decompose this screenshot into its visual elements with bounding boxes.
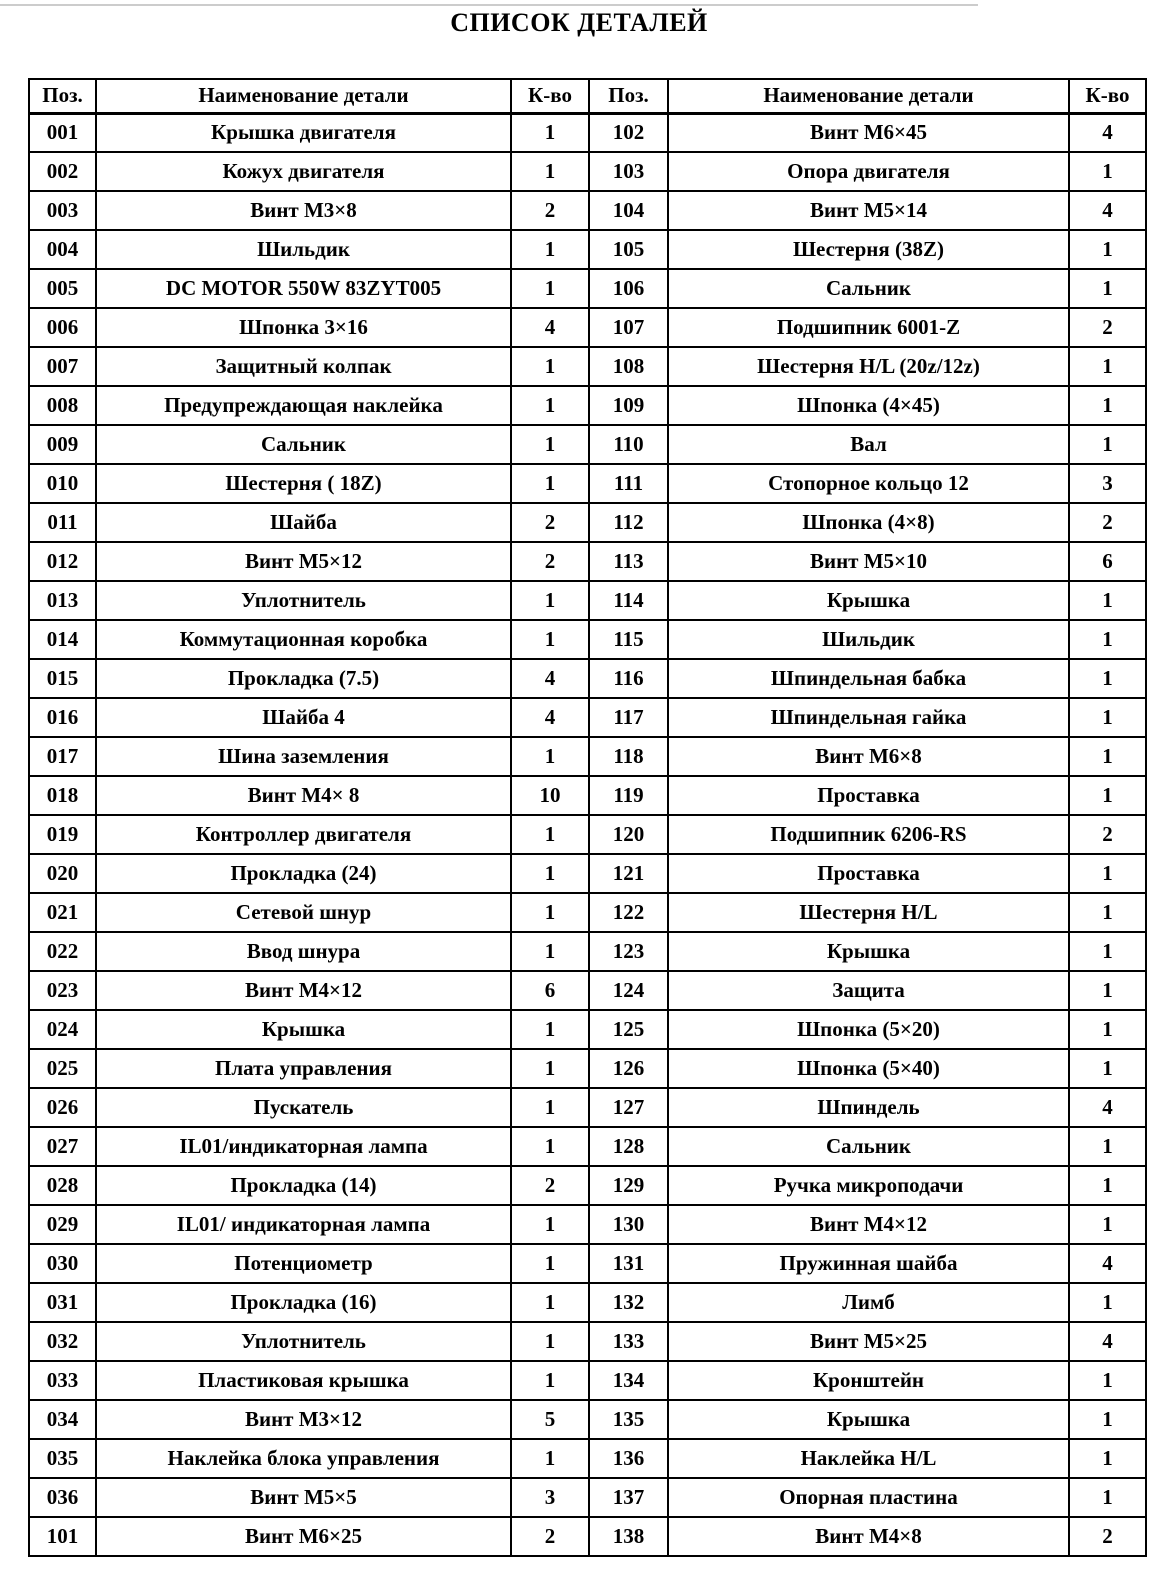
qty-cell-right: 2	[1069, 503, 1146, 542]
name-cell-left: IL01/ индикаторная лампа	[96, 1205, 511, 1244]
pos-cell-left: 030	[29, 1244, 96, 1283]
qty-cell-left: 1	[511, 1244, 589, 1283]
qty-cell-left: 1	[511, 347, 589, 386]
pos-cell-left: 028	[29, 1166, 96, 1205]
qty-cell-left: 2	[511, 1517, 589, 1556]
name-cell-right: Крышка	[668, 581, 1069, 620]
pos-cell-right: 127	[589, 1088, 668, 1127]
table-row	[29, 191, 1146, 230]
name-cell-left: Ввод шнура	[96, 932, 511, 971]
name-cell-right: Вал	[668, 425, 1069, 464]
pos-cell-left: 031	[29, 1283, 96, 1322]
pos-cell-right: 106	[589, 269, 668, 308]
pos-cell-left: 025	[29, 1049, 96, 1088]
qty-cell-left: 2	[511, 191, 589, 230]
name-cell-left: Уплотнитель	[96, 1322, 511, 1361]
pos-cell-right: 105	[589, 230, 668, 269]
name-cell-left: DC MOTOR 550W 83ZYT005	[96, 269, 511, 308]
name-cell-right: Винт М5×14	[668, 191, 1069, 230]
pos-cell-right: 114	[589, 581, 668, 620]
qty-cell-left: 4	[511, 308, 589, 347]
name-cell-right: Шестерня H/L	[668, 893, 1069, 932]
name-cell-right: Кронштейн	[668, 1361, 1069, 1400]
pos-cell-right: 108	[589, 347, 668, 386]
qty-cell-left: 1	[511, 1127, 589, 1166]
scan-edge-line	[0, 4, 978, 6]
name-cell-left: Крышка	[96, 1010, 511, 1049]
pos-cell-left: 001	[29, 113, 96, 152]
qty-cell-left: 4	[511, 659, 589, 698]
qty-cell-right: 1	[1069, 854, 1146, 893]
qty-cell-left: 1	[511, 230, 589, 269]
name-cell-right: Шпиндель	[668, 1088, 1069, 1127]
table-row	[29, 503, 1146, 542]
pos-cell-left: 018	[29, 776, 96, 815]
page-title: СПИСОК ДЕТАЛЕЙ	[450, 8, 708, 37]
table-row	[29, 1361, 1146, 1400]
table-row	[29, 776, 1146, 815]
pos-cell-right: 125	[589, 1010, 668, 1049]
table-row	[29, 1244, 1146, 1283]
qty-cell-left: 1	[511, 1088, 589, 1127]
qty-cell-right: 4	[1069, 1322, 1146, 1361]
pos-cell-right: 109	[589, 386, 668, 425]
qty-cell-left: 1	[511, 815, 589, 854]
qty-cell-right: 1	[1069, 1400, 1146, 1439]
name-cell-left: Прокладка (7.5)	[96, 659, 511, 698]
qty-cell-left: 1	[511, 464, 589, 503]
qty-cell-right: 3	[1069, 464, 1146, 503]
pos-cell-right: 104	[589, 191, 668, 230]
pos-cell-left: 009	[29, 425, 96, 464]
qty-cell-right: 4	[1069, 1244, 1146, 1283]
header-name-left: Наименование детали	[96, 79, 511, 113]
qty-cell-right: 1	[1069, 1127, 1146, 1166]
pos-cell-right: 129	[589, 1166, 668, 1205]
pos-cell-right: 112	[589, 503, 668, 542]
name-cell-left: Крышка двигателя	[96, 113, 511, 152]
pos-cell-right: 137	[589, 1478, 668, 1517]
name-cell-left: Шильдик	[96, 230, 511, 269]
qty-cell-right: 4	[1069, 191, 1146, 230]
pos-cell-left: 020	[29, 854, 96, 893]
name-cell-left: Плата управления	[96, 1049, 511, 1088]
pos-cell-left: 015	[29, 659, 96, 698]
pos-cell-left: 029	[29, 1205, 96, 1244]
qty-cell-right: 1	[1069, 698, 1146, 737]
pos-cell-right: 115	[589, 620, 668, 659]
qty-cell-right: 1	[1069, 1010, 1146, 1049]
table-row	[29, 1439, 1146, 1478]
qty-cell-right: 1	[1069, 620, 1146, 659]
pos-cell-left: 007	[29, 347, 96, 386]
pos-cell-left: 008	[29, 386, 96, 425]
qty-cell-right: 1	[1069, 152, 1146, 191]
qty-cell-right: 1	[1069, 737, 1146, 776]
qty-cell-left: 1	[511, 1283, 589, 1322]
name-cell-right: Шпонка (5×40)	[668, 1049, 1069, 1088]
pos-cell-left: 027	[29, 1127, 96, 1166]
name-cell-right: Проставка	[668, 854, 1069, 893]
qty-cell-left: 5	[511, 1400, 589, 1439]
name-cell-left: Винт М5×12	[96, 542, 511, 581]
table-row	[29, 1205, 1146, 1244]
qty-cell-right: 4	[1069, 113, 1146, 152]
qty-cell-right: 1	[1069, 1166, 1146, 1205]
table-row	[29, 932, 1146, 971]
name-cell-right: Защита	[668, 971, 1069, 1010]
qty-cell-right: 1	[1069, 269, 1146, 308]
table-row	[29, 1049, 1146, 1088]
name-cell-left: Уплотнитель	[96, 581, 511, 620]
pos-cell-right: 133	[589, 1322, 668, 1361]
qty-cell-left: 1	[511, 1439, 589, 1478]
qty-cell-right: 1	[1069, 230, 1146, 269]
name-cell-right: Шпонка (5×20)	[668, 1010, 1069, 1049]
name-cell-left: Винт М5×5	[96, 1478, 511, 1517]
pos-cell-right: 121	[589, 854, 668, 893]
qty-cell-right: 1	[1069, 581, 1146, 620]
qty-cell-right: 1	[1069, 1439, 1146, 1478]
name-cell-left: Предупреждающая наклейка	[96, 386, 511, 425]
pos-cell-left: 014	[29, 620, 96, 659]
pos-cell-right: 103	[589, 152, 668, 191]
qty-cell-left: 1	[511, 269, 589, 308]
qty-cell-right: 1	[1069, 425, 1146, 464]
pos-cell-right: 132	[589, 1283, 668, 1322]
name-cell-right: Шпиндельная бабка	[668, 659, 1069, 698]
table-row	[29, 1127, 1146, 1166]
qty-cell-left: 1	[511, 620, 589, 659]
name-cell-left: Сальник	[96, 425, 511, 464]
pos-cell-right: 136	[589, 1439, 668, 1478]
name-cell-left: Кожух двигателя	[96, 152, 511, 191]
pos-cell-left: 003	[29, 191, 96, 230]
name-cell-right: Сальник	[668, 1127, 1069, 1166]
pos-cell-left: 101	[29, 1517, 96, 1556]
pos-cell-right: 118	[589, 737, 668, 776]
qty-cell-right: 2	[1069, 815, 1146, 854]
table-row	[29, 308, 1146, 347]
name-cell-right: Подшипник 6206-RS	[668, 815, 1069, 854]
qty-cell-left: 1	[511, 1322, 589, 1361]
qty-cell-right: 1	[1069, 1361, 1146, 1400]
table-row	[29, 1283, 1146, 1322]
pos-cell-right: 119	[589, 776, 668, 815]
header-pos-left: Поз.	[29, 79, 96, 113]
pos-cell-left: 012	[29, 542, 96, 581]
pos-cell-right: 138	[589, 1517, 668, 1556]
name-cell-left: Шпонка 3×16	[96, 308, 511, 347]
pos-cell-left: 016	[29, 698, 96, 737]
pos-cell-left: 004	[29, 230, 96, 269]
qty-cell-right: 4	[1069, 1088, 1146, 1127]
pos-cell-right: 122	[589, 893, 668, 932]
name-cell-right: Наклейка H/L	[668, 1439, 1069, 1478]
name-cell-right: Винт М6×45	[668, 113, 1069, 152]
name-cell-left: Пускатель	[96, 1088, 511, 1127]
pos-cell-left: 026	[29, 1088, 96, 1127]
table-row	[29, 386, 1146, 425]
table-row	[29, 1322, 1146, 1361]
qty-cell-left: 1	[511, 932, 589, 971]
name-cell-right: Крышка	[668, 1400, 1069, 1439]
pos-cell-right: 134	[589, 1361, 668, 1400]
qty-cell-right: 1	[1069, 347, 1146, 386]
table-row	[29, 815, 1146, 854]
table-row	[29, 230, 1146, 269]
table-row	[29, 113, 1146, 152]
qty-cell-left: 1	[511, 1010, 589, 1049]
table-row	[29, 1088, 1146, 1127]
name-cell-left: Пластиковая крышка	[96, 1361, 511, 1400]
table-row	[29, 152, 1146, 191]
name-cell-left: Прокладка (16)	[96, 1283, 511, 1322]
pos-cell-left: 024	[29, 1010, 96, 1049]
name-cell-left: Коммутационная коробка	[96, 620, 511, 659]
qty-cell-right: 6	[1069, 542, 1146, 581]
qty-cell-left: 1	[511, 425, 589, 464]
name-cell-left: Наклейка блока управления	[96, 1439, 511, 1478]
qty-cell-left: 1	[511, 854, 589, 893]
name-cell-right: Сальник	[668, 269, 1069, 308]
name-cell-left: Винт М3×8	[96, 191, 511, 230]
name-cell-right: Винт М5×25	[668, 1322, 1069, 1361]
pos-cell-right: 120	[589, 815, 668, 854]
pos-cell-right: 110	[589, 425, 668, 464]
header-row	[29, 79, 1146, 113]
pos-cell-left: 010	[29, 464, 96, 503]
name-cell-left: Шайба 4	[96, 698, 511, 737]
table-row	[29, 1166, 1146, 1205]
pos-cell-left: 019	[29, 815, 96, 854]
name-cell-right: Ручка микроподачи	[668, 1166, 1069, 1205]
name-cell-right: Шпонка (4×45)	[668, 386, 1069, 425]
name-cell-right: Винт М4×12	[668, 1205, 1069, 1244]
name-cell-right: Пружинная шайба	[668, 1244, 1069, 1283]
qty-cell-right: 2	[1069, 308, 1146, 347]
pos-cell-left: 023	[29, 971, 96, 1010]
table-row	[29, 971, 1146, 1010]
qty-cell-right: 1	[1069, 1205, 1146, 1244]
qty-cell-left: 10	[511, 776, 589, 815]
table-row	[29, 1478, 1146, 1517]
header-pos-right: Поз.	[589, 79, 668, 113]
pos-cell-right: 135	[589, 1400, 668, 1439]
pos-cell-left: 036	[29, 1478, 96, 1517]
pos-cell-right: 131	[589, 1244, 668, 1283]
name-cell-left: Шина заземления	[96, 737, 511, 776]
name-cell-left: Шестерня ( 18Z)	[96, 464, 511, 503]
name-cell-right: Шпиндельная гайка	[668, 698, 1069, 737]
name-cell-right: Винт М6×8	[668, 737, 1069, 776]
table-row	[29, 542, 1146, 581]
pos-cell-right: 113	[589, 542, 668, 581]
pos-cell-left: 021	[29, 893, 96, 932]
pos-cell-right: 116	[589, 659, 668, 698]
pos-cell-right: 128	[589, 1127, 668, 1166]
parts-table	[28, 78, 1147, 1557]
name-cell-right: Стопорное кольцо 12	[668, 464, 1069, 503]
name-cell-left: Винт М4× 8	[96, 776, 511, 815]
qty-cell-left: 1	[511, 737, 589, 776]
qty-cell-left: 1	[511, 1205, 589, 1244]
name-cell-left: Винт М6×25	[96, 1517, 511, 1556]
name-cell-right: Шестерня H/L (20z/12z)	[668, 347, 1069, 386]
header-qty-left: К-во	[511, 79, 589, 113]
pos-cell-right: 124	[589, 971, 668, 1010]
table-row	[29, 464, 1146, 503]
qty-cell-left: 2	[511, 1166, 589, 1205]
qty-cell-left: 6	[511, 971, 589, 1010]
qty-cell-left: 1	[511, 893, 589, 932]
header-qty-right: К-во	[1069, 79, 1146, 113]
name-cell-right: Винт М5×10	[668, 542, 1069, 581]
name-cell-right: Крышка	[668, 932, 1069, 971]
pos-cell-left: 013	[29, 581, 96, 620]
table-row	[29, 1010, 1146, 1049]
qty-cell-right: 1	[1069, 386, 1146, 425]
table-row	[29, 620, 1146, 659]
pos-cell-left: 033	[29, 1361, 96, 1400]
pos-cell-left: 032	[29, 1322, 96, 1361]
name-cell-left: Прокладка (14)	[96, 1166, 511, 1205]
name-cell-right: Подшипник 6001-Z	[668, 308, 1069, 347]
name-cell-left: IL01/индикаторная лампа	[96, 1127, 511, 1166]
name-cell-left: Контроллер двигателя	[96, 815, 511, 854]
pos-cell-left: 002	[29, 152, 96, 191]
name-cell-right: Винт М4×8	[668, 1517, 1069, 1556]
pos-cell-right: 111	[589, 464, 668, 503]
qty-cell-left: 1	[511, 152, 589, 191]
name-cell-left: Шайба	[96, 503, 511, 542]
pos-cell-left: 011	[29, 503, 96, 542]
table-row	[29, 893, 1146, 932]
table-row	[29, 737, 1146, 776]
qty-cell-right: 2	[1069, 1517, 1146, 1556]
name-cell-right: Шильдик	[668, 620, 1069, 659]
name-cell-left: Потенциометр	[96, 1244, 511, 1283]
name-cell-left: Прокладка (24)	[96, 854, 511, 893]
table-row	[29, 581, 1146, 620]
qty-cell-right: 1	[1069, 1478, 1146, 1517]
pos-cell-left: 006	[29, 308, 96, 347]
name-cell-right: Шпонка (4×8)	[668, 503, 1069, 542]
pos-cell-right: 126	[589, 1049, 668, 1088]
pos-cell-right: 123	[589, 932, 668, 971]
name-cell-right: Проставка	[668, 776, 1069, 815]
pos-cell-left: 022	[29, 932, 96, 971]
name-cell-right: Шестерня (38Z)	[668, 230, 1069, 269]
table-row	[29, 1400, 1146, 1439]
qty-cell-right: 1	[1069, 971, 1146, 1010]
qty-cell-right: 1	[1069, 1049, 1146, 1088]
qty-cell-right: 1	[1069, 659, 1146, 698]
name-cell-right: Опора двигателя	[668, 152, 1069, 191]
pos-cell-left: 005	[29, 269, 96, 308]
table-row	[29, 1517, 1146, 1556]
pos-cell-left: 034	[29, 1400, 96, 1439]
table-row	[29, 854, 1146, 893]
qty-cell-left: 4	[511, 698, 589, 737]
pos-cell-right: 117	[589, 698, 668, 737]
table-row	[29, 698, 1146, 737]
pos-cell-right: 107	[589, 308, 668, 347]
name-cell-right: Лимб	[668, 1283, 1069, 1322]
qty-cell-right: 1	[1069, 776, 1146, 815]
qty-cell-left: 1	[511, 1361, 589, 1400]
table-row	[29, 269, 1146, 308]
qty-cell-left: 1	[511, 1049, 589, 1088]
qty-cell-left: 1	[511, 386, 589, 425]
name-cell-left: Защитный колпак	[96, 347, 511, 386]
qty-cell-left: 2	[511, 503, 589, 542]
name-cell-left: Винт М3×12	[96, 1400, 511, 1439]
name-cell-left: Винт М4×12	[96, 971, 511, 1010]
table-row	[29, 659, 1146, 698]
qty-cell-right: 1	[1069, 932, 1146, 971]
table-row	[29, 347, 1146, 386]
header-name-right: Наименование детали	[668, 79, 1069, 113]
table-row	[29, 425, 1146, 464]
name-cell-right: Опорная пластина	[668, 1478, 1069, 1517]
qty-cell-right: 1	[1069, 1283, 1146, 1322]
qty-cell-left: 2	[511, 542, 589, 581]
pos-cell-left: 017	[29, 737, 96, 776]
qty-cell-left: 3	[511, 1478, 589, 1517]
qty-cell-left: 1	[511, 113, 589, 152]
qty-cell-right: 1	[1069, 893, 1146, 932]
pos-cell-left: 035	[29, 1439, 96, 1478]
pos-cell-right: 102	[589, 113, 668, 152]
name-cell-left: Сетевой шнур	[96, 893, 511, 932]
qty-cell-left: 1	[511, 581, 589, 620]
pos-cell-right: 130	[589, 1205, 668, 1244]
